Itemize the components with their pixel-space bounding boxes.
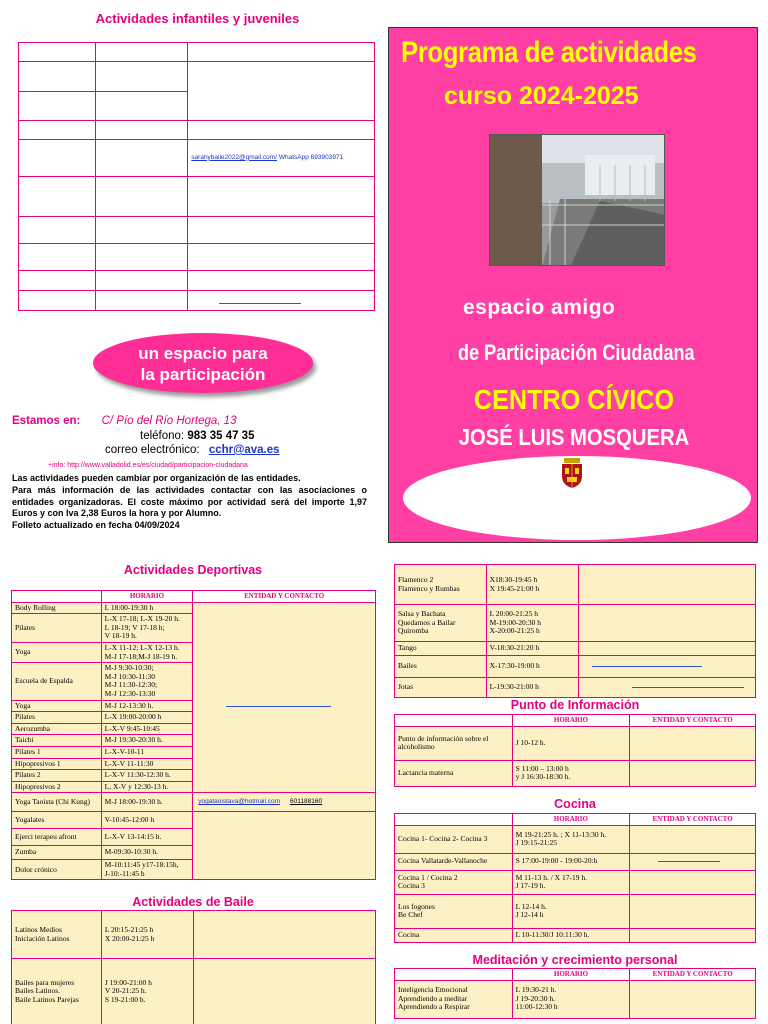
cocina-body bbox=[395, 825, 756, 942]
schedule-cell: L 19:30-21 h. J 19-20:30 h. 11:00-12:30 h bbox=[512, 980, 630, 1018]
entity-cell bbox=[579, 565, 756, 605]
info-url[interactable]: +info: http://www.valladolid.es/es/ciudad/participacion-ciudadana bbox=[48, 462, 248, 469]
activity-cell: Yoga Taoista (Chi Kung) bbox=[12, 793, 102, 812]
schedule-cell: L-X 11-12; L-X 12-13 h. M-J 17-18;M-J 18-19 h. bbox=[101, 642, 193, 662]
punto-header-entidad: ENTIDAD Y CONTACTO bbox=[630, 715, 756, 727]
cocina-table bbox=[394, 813, 756, 943]
table-row bbox=[395, 980, 756, 1018]
city-shield-icon bbox=[559, 458, 585, 488]
entity-cell bbox=[630, 928, 756, 942]
infantiles-table bbox=[18, 42, 375, 311]
table-row bbox=[12, 602, 376, 614]
schedule-cell: L-X-V 13-14:15 h. bbox=[101, 829, 193, 846]
cover-participacion: de Participación Ciudadana bbox=[458, 340, 695, 365]
baile2-table bbox=[394, 564, 756, 698]
infantiles-title: Actividades infantiles y juveniles bbox=[95, 11, 300, 26]
entity-cell bbox=[630, 894, 756, 928]
punto-title: Punto de Información bbox=[510, 698, 640, 712]
activity-cell: Lactancia materna bbox=[395, 760, 513, 786]
table-row bbox=[395, 642, 756, 656]
building-photo bbox=[489, 134, 665, 266]
participation-bubble bbox=[93, 333, 313, 393]
activity-cell: Pilates 2 bbox=[12, 770, 102, 782]
schedule-cell: M-J 18:00-19:30 h. bbox=[101, 793, 193, 812]
cover-panel bbox=[388, 27, 758, 543]
activity-cell: Cocina 1- Cocina 2- Cocina 3 bbox=[395, 825, 513, 853]
yoga-phone: 601188160 bbox=[290, 797, 323, 805]
entity-cell bbox=[579, 642, 756, 656]
table-row bbox=[12, 959, 376, 1024]
schedule-cell: L 18:00-19:30 h bbox=[101, 602, 193, 614]
estamos-label: Estamos en: bbox=[12, 415, 81, 427]
punto-header-horario: HORARIO bbox=[512, 715, 630, 727]
schedule-cell: M 11-13 h. / X 17-19 h. J 17-19 h. bbox=[512, 870, 630, 894]
dep-header-entidad: ENTIDAD Y CONTACTO bbox=[193, 591, 376, 603]
table-row bbox=[395, 760, 756, 786]
activity-cell: Cocina bbox=[395, 928, 513, 942]
schedule-cell: L-X-V 9:45-10:45 bbox=[101, 723, 193, 735]
table-row bbox=[395, 870, 756, 894]
entity-cell bbox=[193, 911, 375, 959]
table-row bbox=[395, 894, 756, 928]
activity-cell: Salsa y Bachata Quedamos a Bailar Quiromba bbox=[395, 605, 487, 642]
schedule-cell: M-J 12-13:30 h. bbox=[101, 700, 193, 712]
estamos-line bbox=[12, 416, 236, 428]
schedule-cell: L-X 19:00-20:00 h bbox=[101, 712, 193, 724]
deportivas-table bbox=[11, 590, 376, 880]
table-row bbox=[12, 812, 376, 829]
email-label: correo electrónico: bbox=[105, 444, 200, 456]
table-row bbox=[395, 825, 756, 853]
activity-cell: Inteligencia Emocional Aprendiendo a meditar Aprendiendo a Respirar bbox=[395, 980, 513, 1018]
table-row bbox=[395, 656, 756, 678]
cover-espacio-amigo: espacio amigo bbox=[463, 296, 616, 319]
activity-cell: Dolor crónico bbox=[12, 860, 102, 880]
entity-cell-merged bbox=[193, 602, 376, 793]
cocina-header-horario: HORARIO bbox=[512, 814, 630, 826]
dep-header-horario: HORARIO bbox=[101, 591, 193, 603]
table-row bbox=[395, 726, 756, 760]
punto-header-activity bbox=[395, 715, 513, 727]
phone-number: 983 35 47 35 bbox=[187, 430, 255, 442]
entity-cell bbox=[630, 853, 756, 870]
bubble-line-2: la participación bbox=[140, 365, 266, 384]
entity-cell bbox=[630, 726, 756, 760]
activity-cell: Taichi bbox=[12, 735, 102, 747]
schedule-cell: X18:30-19:45 h X 19:45-21:00 h bbox=[486, 565, 578, 605]
schedule-cell: L 10-11:30/J 10:11:30 h. bbox=[512, 928, 630, 942]
entity-cell bbox=[579, 678, 756, 698]
punto-body bbox=[395, 726, 756, 786]
cocina-header-activity bbox=[395, 814, 513, 826]
contact-link-line[interactable] bbox=[658, 861, 720, 862]
entity-cell bbox=[579, 656, 756, 678]
schedule-cell: L-X-V-10-11 bbox=[101, 746, 193, 758]
entity-cell bbox=[630, 825, 756, 853]
whatsapp-number: WhatsApp 693903971 bbox=[278, 153, 344, 161]
table-row bbox=[12, 793, 376, 812]
table-row bbox=[12, 911, 376, 959]
activity-cell: Escuela de Espalda bbox=[12, 663, 102, 700]
activity-cell: Flamenco 2 Flamenco y Rumbas bbox=[395, 565, 487, 605]
yoga-email-link[interactable]: yogataoistava@hotmail.com bbox=[198, 797, 281, 805]
activity-cell: Yoga bbox=[12, 700, 102, 712]
contact-link-line[interactable] bbox=[632, 687, 744, 688]
cocina-title: Cocina bbox=[554, 797, 596, 811]
schedule-cell: V-10:45-12:00 h bbox=[101, 812, 193, 829]
activity-cell: Cocina Vallatarde-Vallanoche bbox=[395, 853, 513, 870]
schedule-cell: M-09:30-10:30 h. bbox=[101, 846, 193, 860]
activity-cell: Punto de información sobre el alcoholismo bbox=[395, 726, 513, 760]
bubble-line-1: un espacio para bbox=[138, 344, 268, 363]
entity-cell bbox=[630, 980, 756, 1018]
schedule-cell: L 20:15-21:25 h X 20:00-21:25 h bbox=[101, 911, 193, 959]
baile-title: Actividades de Baile bbox=[132, 895, 254, 909]
meditacion-title: Meditación y crecimiento personal bbox=[472, 953, 678, 967]
entity-cell-merged bbox=[193, 812, 376, 880]
schedule-cell: X-17:30-19:00 h bbox=[486, 656, 578, 678]
activity-cell: Body Rolling bbox=[12, 602, 102, 614]
activity-cell: Aerozumba bbox=[12, 723, 102, 735]
activity-cell: Los fogones Be Chef bbox=[395, 894, 513, 928]
schedule-cell: M 19-21:25 h. ; X 11-13:30 h. J 19:15-21:25 bbox=[512, 825, 630, 853]
note-3: Folleto actualizado en fecha 04/09/2024 bbox=[12, 520, 180, 530]
schedule-cell: J 10-12 h. bbox=[512, 726, 630, 760]
schedule-cell: J 19:00-21:00 h V 20-21:25 h. S 19-21:00 h. bbox=[101, 959, 193, 1024]
schedule-cell: L-19:30-21:00 h bbox=[486, 678, 578, 698]
contact-link-line[interactable] bbox=[592, 666, 702, 667]
meditacion-table bbox=[394, 968, 756, 1019]
schedule-cell: L, X-V y 12:30-13 h. bbox=[101, 781, 193, 793]
email-link[interactable]: cchr@ava.es bbox=[208, 444, 280, 456]
schedule-cell: M-J 9:30-10:30; M-J 10:30-11:30 M-J 11:30-12:30; M-J 12:30-13:30 bbox=[101, 663, 193, 700]
schedule-cell: S 11:00 – 13:00 h y J 16:30-18:30 h. bbox=[512, 760, 630, 786]
table-row bbox=[395, 853, 756, 870]
activity-cell: Tango bbox=[395, 642, 487, 656]
activity-cell: Yoga bbox=[12, 642, 102, 662]
activity-cell: Ejerci terapeu afront bbox=[12, 829, 102, 846]
meditacion-body bbox=[395, 980, 756, 1018]
entity-cell bbox=[630, 760, 756, 786]
med-header-entidad: ENTIDAD Y CONTACTO bbox=[630, 969, 756, 981]
activity-cell: Jotas bbox=[395, 678, 487, 698]
table-row bbox=[395, 678, 756, 698]
punto-table bbox=[394, 714, 756, 787]
cover-title: Programa de actividades bbox=[401, 36, 697, 69]
schedule-cell: M-J 19:30-20:30 h. bbox=[101, 735, 193, 747]
schedule-cell: L 12-14 h. J 12-14 h bbox=[512, 894, 630, 928]
email-line bbox=[105, 445, 280, 457]
deportivas-body bbox=[12, 602, 376, 880]
blank-link-line[interactable] bbox=[219, 303, 301, 304]
activity-cell: Hipopresivos 1 bbox=[12, 758, 102, 770]
schedule-cell: L-X-V 11-11:30 bbox=[101, 758, 193, 770]
activity-cell: Pilates 1 bbox=[12, 746, 102, 758]
deportivas-title: Actividades Deportivas bbox=[123, 563, 263, 577]
entity-cell-yoga bbox=[193, 793, 376, 812]
activity-cell: Pilates bbox=[12, 614, 102, 643]
schedule-cell: L 20:00-21:25 h M-19:00-20:30 h X-20:00-21:25 h bbox=[486, 605, 578, 642]
phone-line bbox=[140, 431, 254, 443]
schedule-cell: S 17:00-19:00 - 19:00-20:h bbox=[512, 853, 630, 870]
activity-cell: Cocina 1 / Cocina 2 Cocina 3 bbox=[395, 870, 513, 894]
activity-cell: Zumba bbox=[12, 846, 102, 860]
schedule-cell: L-X-V 11:30-12:30 h. bbox=[101, 770, 193, 782]
activity-cell: Latinos Medios Iniciación Latinos bbox=[12, 911, 102, 959]
baile-body bbox=[12, 911, 376, 1024]
table-row bbox=[395, 605, 756, 642]
address: C/ Pío del Río Hortega, 13 bbox=[101, 415, 237, 427]
schedule-cell: M-10:11:45 y17-18:15h, J-10:-11:45 h bbox=[101, 860, 193, 880]
entity-cell bbox=[579, 605, 756, 642]
med-header-activity bbox=[395, 969, 513, 981]
note-1: Las actividades pueden cambiar por organización de las entidades. bbox=[12, 473, 301, 483]
baile-table bbox=[11, 910, 376, 1024]
cover-center-name: JOSÉ LUIS MOSQUERA bbox=[458, 424, 690, 450]
dep-header-activity bbox=[12, 591, 102, 603]
activity-cell: Bailes para mujeres Bailes Latinos. Baile Latinos Parejas bbox=[12, 959, 102, 1024]
cocina-header-entidad: ENTIDAD Y CONTACTO bbox=[630, 814, 756, 826]
schedule-cell: L-X 17-18; L-X 19-20 h. L 18-19; V 17-18 h; V 18-19 h. bbox=[101, 614, 193, 643]
med-header-horario: HORARIO bbox=[512, 969, 630, 981]
phone-label: teléfono: bbox=[140, 430, 185, 442]
table-row bbox=[395, 565, 756, 605]
activity-cell: Hipopresivos 2 bbox=[12, 781, 102, 793]
entity-cell bbox=[630, 870, 756, 894]
baile2-body bbox=[395, 565, 756, 698]
cover-course: curso 2024-2025 bbox=[444, 82, 639, 110]
activity-cell: Yogalates bbox=[12, 812, 102, 829]
cover-centro-civico: CENTRO CÍVICO bbox=[473, 384, 675, 415]
entity-cell bbox=[193, 959, 375, 1024]
activity-cell: Bailes bbox=[395, 656, 487, 678]
infantiles-email-link[interactable]: sarahybaile2022@gmail.com/ bbox=[191, 153, 278, 161]
schedule-cell: V-18:30-21:20 h bbox=[486, 642, 578, 656]
activity-cell: Pilates bbox=[12, 712, 102, 724]
contact-link-line[interactable] bbox=[226, 706, 331, 707]
table-row bbox=[395, 928, 756, 942]
note-2: Para más información de las actividades contactar con las asociaciones o entidades organizadoras. El coste máximo por actividad será del importe 1,97 Euros y con Iva 2,38 Euros la hora y por Alumno. bbox=[12, 485, 367, 519]
